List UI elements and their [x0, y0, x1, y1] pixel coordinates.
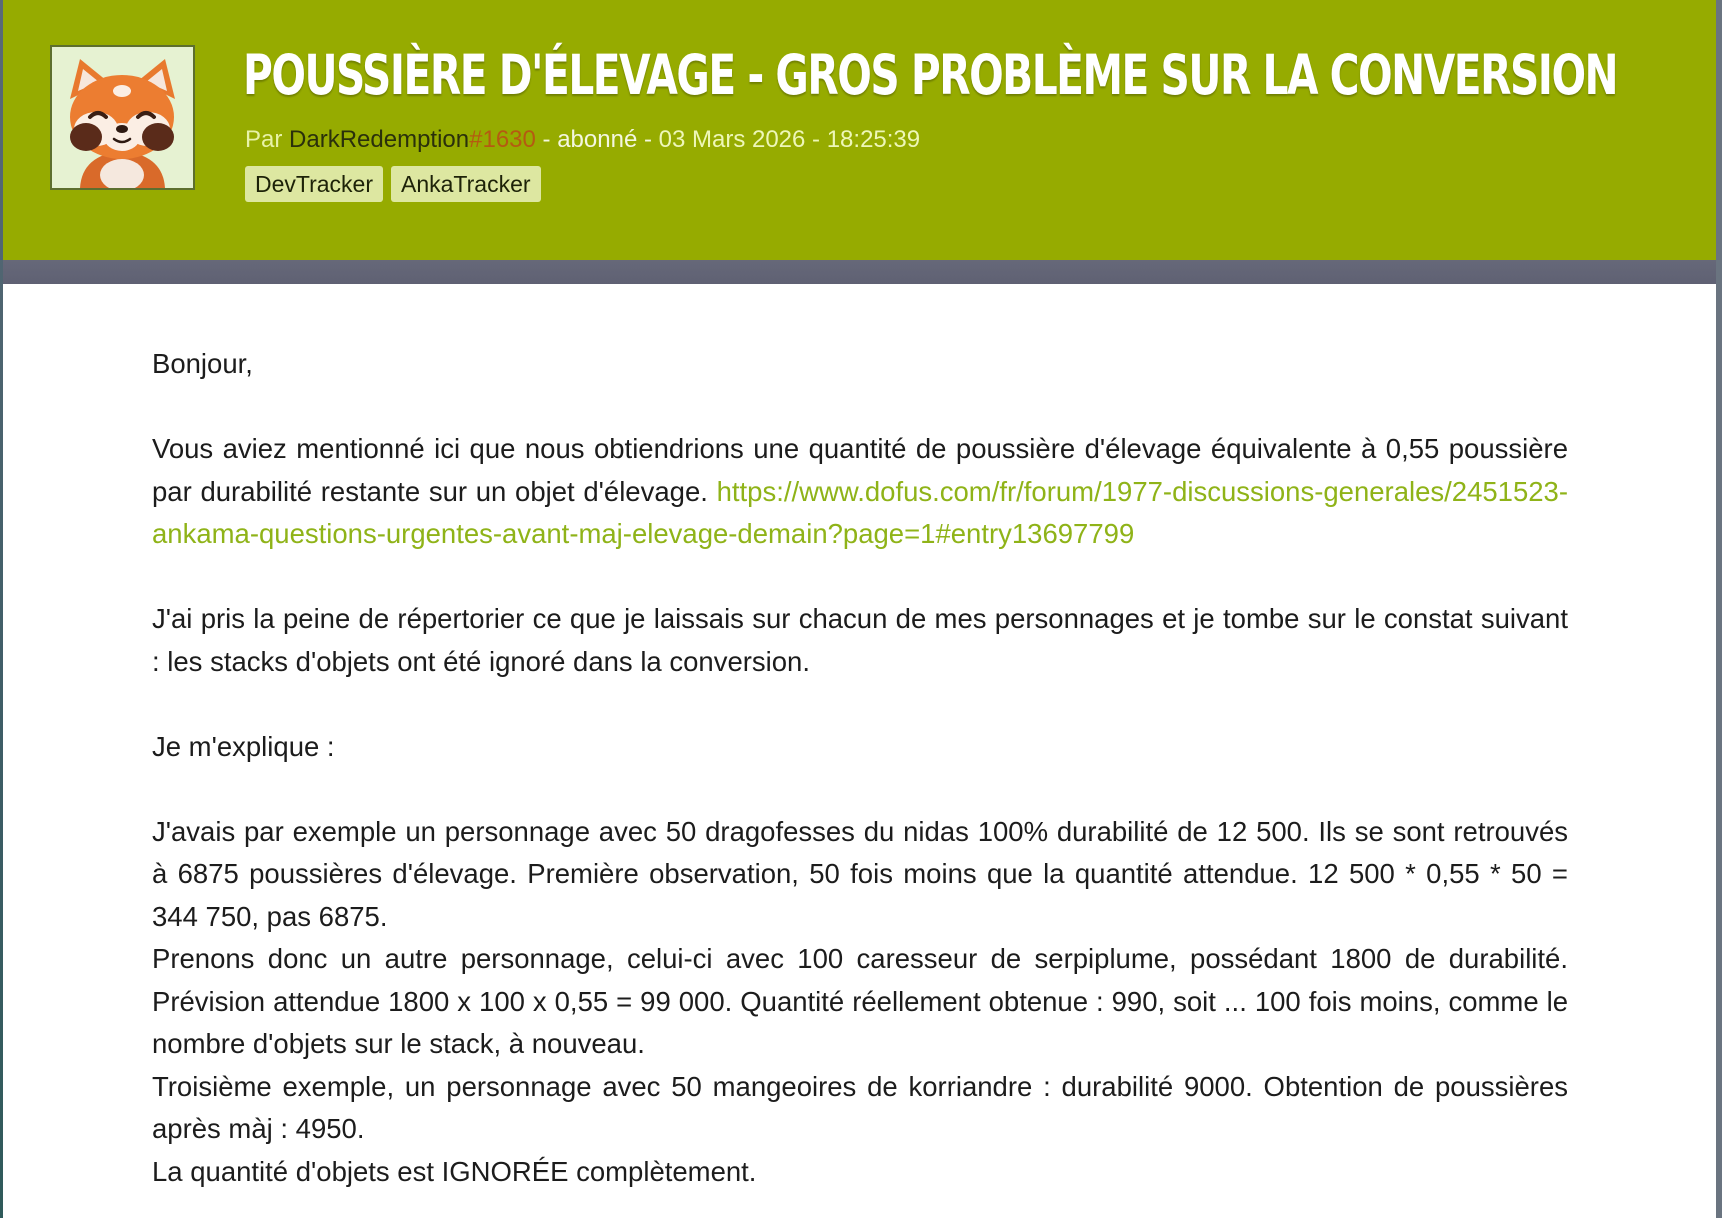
post-paragraph: Je m'explique :	[152, 730, 335, 762]
red-panda-avatar-icon	[52, 47, 193, 188]
post-container	[3, 284, 1716, 1218]
tag-ankatracker[interactable]: AnkaTracker	[391, 166, 541, 202]
post-paragraph: Prenons donc un autre personnage, celui-ci avec 100 caresseur de serpiplume, possédant 1800 de durabilité. Prévision attendue 1800 x 100 x 0,55 = 99 000. Quantité réellement obtenue : 990, soit ... 100 fois moins, comme le nombre d'objets sur le stack, à nouveau.	[152, 943, 1568, 1059]
author-avatar[interactable]	[50, 45, 195, 190]
post-paragraph	[152, 428, 1568, 556]
author-status: abonné	[557, 126, 638, 153]
meta-separator: -	[637, 126, 659, 153]
meta-separator: -	[535, 126, 558, 153]
header-divider	[3, 260, 1716, 284]
post-date: 03 Mars 2026 - 18:25:39	[658, 126, 921, 153]
post-paragraph: J'avais par exemple un personnage avec 50 dragofesses du nidas 100% durabilité de 12 500. Ils se sont retrouvés à 6875 poussières d'élevage. Première observation, 50 fois moins que la quantité attendue. 12 500 * 0,55 * 50 = 344 750, pas 6875.	[152, 815, 1568, 932]
window-right-edge	[1716, 0, 1722, 1218]
forum-link[interactable]: https://www.dofus.com/fr/forum/1977-discussions-generales/2451523-ankama-questions-urgentes-avant-maj-elevage-demain?page=1#entry13697799	[152, 475, 1569, 549]
topic-meta	[245, 123, 920, 157]
author-tag: #1630	[469, 126, 536, 153]
paragraph-text: Vous aviez mentionné ici que nous obtiendrions une quantité de poussière d'élevage équivalente à 0,55 poussière par durabilité restante sur un objet d'élevage.	[152, 433, 1568, 507]
post-paragraph: J'ai pris la peine de répertorier ce que je laissais sur chacun de mes personnages et je tombe sur le constat suivant : les stacks d'objets ont été ignoré dans la conversion.	[152, 603, 1568, 677]
topic-tags	[245, 166, 541, 202]
author-name-link[interactable]: DarkRedemption	[289, 126, 470, 153]
topic-title: POUSSIÈRE D'ÉLEVAGE - GROS PROBLÈME SUR LA CONVERSION	[243, 43, 1618, 107]
topic-header	[3, 0, 1716, 260]
post-paragraph: La quantité d'objets est IGNORÉE complètement.	[152, 1155, 757, 1187]
post-body	[152, 343, 1568, 1193]
post-paragraph: Troisième exemple, un personnage avec 50 mangeoires de korriandre : durabilité 9000. Obtention de poussières après màj : 4950.	[152, 1070, 1568, 1144]
post-greeting: Bonjour,	[152, 348, 253, 379]
by-label: Par	[245, 126, 283, 153]
tag-devtracker[interactable]: DevTracker	[245, 166, 383, 202]
